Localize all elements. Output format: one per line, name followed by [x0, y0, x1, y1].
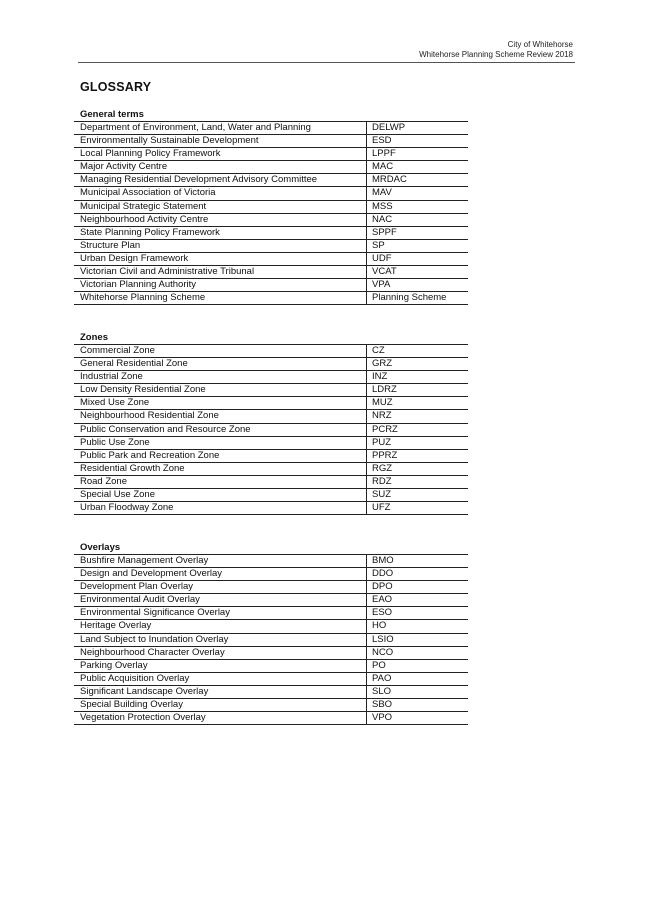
table-row	[74, 659, 468, 672]
term-cell: Road Zone	[74, 475, 367, 488]
term-cell: General Residential Zone	[74, 358, 367, 371]
term-cell: Victorian Planning Authority	[74, 279, 367, 292]
section-heading: General terms	[80, 109, 144, 120]
abbreviation-cell: VCAT	[367, 266, 469, 279]
abbreviation-cell: UFZ	[367, 502, 469, 515]
glossary-section-zones	[74, 331, 468, 515]
abbreviation-cell: VPA	[367, 279, 469, 292]
term-cell: Mixed Use Zone	[74, 397, 367, 410]
table-row	[74, 239, 468, 252]
page-header	[419, 40, 573, 60]
table-row	[74, 594, 468, 607]
abbreviation-cell: SUZ	[367, 489, 469, 502]
term-cell: Parking Overlay	[74, 659, 367, 672]
abbreviation-cell: INZ	[367, 371, 469, 384]
term-cell: Environmentally Sustainable Development	[74, 135, 367, 148]
abbreviation-cell: SP	[367, 239, 469, 252]
term-cell: Public Park and Recreation Zone	[74, 449, 367, 462]
table-row	[74, 397, 468, 410]
term-cell: Structure Plan	[74, 239, 367, 252]
abbreviation-cell: NAC	[367, 213, 469, 226]
abbreviation-cell: UDF	[367, 252, 469, 265]
table-row	[74, 266, 468, 279]
term-cell: Public Use Zone	[74, 436, 367, 449]
abbreviation-cell: DDO	[367, 568, 469, 581]
glossary-table	[74, 554, 468, 725]
table-row	[74, 122, 468, 135]
glossary-section-overlays	[74, 541, 468, 725]
term-cell: Public Acquisition Overlay	[74, 672, 367, 685]
term-cell: Municipal Association of Victoria	[74, 187, 367, 200]
header-document-title: Whitehorse Planning Scheme Review 2018	[419, 50, 573, 59]
table-row	[74, 607, 468, 620]
abbreviation-cell: RGZ	[367, 462, 469, 475]
abbreviation-cell: PAO	[367, 672, 469, 685]
table-row	[74, 279, 468, 292]
term-cell: Managing Residential Development Advisory Committee	[74, 174, 367, 187]
term-cell: Major Activity Centre	[74, 161, 367, 174]
table-row	[74, 620, 468, 633]
term-cell: Victorian Civil and Administrative Tribunal	[74, 266, 367, 279]
table-row	[74, 135, 468, 148]
abbreviation-cell: SLO	[367, 685, 469, 698]
abbreviation-cell: BMO	[367, 555, 469, 568]
table-row	[74, 685, 468, 698]
abbreviation-cell: ESO	[367, 607, 469, 620]
table-row	[74, 672, 468, 685]
table-row	[74, 200, 468, 213]
table-row	[74, 712, 468, 725]
table-row	[74, 371, 468, 384]
table-row	[74, 502, 468, 515]
glossary-table	[74, 344, 468, 515]
abbreviation-cell: PO	[367, 659, 469, 672]
table-row	[74, 252, 468, 265]
abbreviation-cell: MRDAC	[367, 174, 469, 187]
term-cell: Industrial Zone	[74, 371, 367, 384]
table-row	[74, 423, 468, 436]
table-row	[74, 581, 468, 594]
abbreviation-cell: VPO	[367, 712, 469, 725]
abbreviation-cell: NRZ	[367, 410, 469, 423]
abbreviation-cell: LPPF	[367, 148, 469, 161]
abbreviation-cell: PUZ	[367, 436, 469, 449]
glossary-section-general-terms	[74, 108, 468, 305]
table-row	[74, 161, 468, 174]
abbreviation-cell: SPPF	[367, 226, 469, 239]
abbreviation-cell: NCO	[367, 646, 469, 659]
table-row	[74, 568, 468, 581]
term-cell: Whitehorse Planning Scheme	[74, 292, 367, 305]
term-cell: Special Use Zone	[74, 489, 367, 502]
term-cell: Neighbourhood Character Overlay	[74, 646, 367, 659]
abbreviation-cell: PCRZ	[367, 423, 469, 436]
table-row	[74, 174, 468, 187]
abbreviation-cell: GRZ	[367, 358, 469, 371]
table-row	[74, 475, 468, 488]
abbreviation-cell: CZ	[367, 345, 469, 358]
term-cell: Design and Development Overlay	[74, 568, 367, 581]
table-row	[74, 633, 468, 646]
abbreviation-cell: ESD	[367, 135, 469, 148]
table-row	[74, 462, 468, 475]
table-row	[74, 436, 468, 449]
abbreviation-cell: Planning Scheme	[367, 292, 469, 305]
table-row	[74, 555, 468, 568]
section-heading: Zones	[80, 332, 108, 343]
abbreviation-cell: DPO	[367, 581, 469, 594]
section-heading: Overlays	[80, 542, 121, 553]
term-cell: State Planning Policy Framework	[74, 226, 367, 239]
abbreviation-cell: LSIO	[367, 633, 469, 646]
page-title: GLOSSARY	[80, 80, 152, 94]
term-cell: Heritage Overlay	[74, 620, 367, 633]
term-cell: Environmental Significance Overlay	[74, 607, 367, 620]
abbreviation-cell: HO	[367, 620, 469, 633]
abbreviation-cell: PPRZ	[367, 449, 469, 462]
term-cell: Municipal Strategic Statement	[74, 200, 367, 213]
table-row	[74, 410, 468, 423]
term-cell: Residential Growth Zone	[74, 462, 367, 475]
term-cell: Neighbourhood Activity Centre	[74, 213, 367, 226]
table-row	[74, 292, 468, 305]
table-row	[74, 449, 468, 462]
abbreviation-cell: MAV	[367, 187, 469, 200]
abbreviation-cell: MUZ	[367, 397, 469, 410]
term-cell: Environmental Audit Overlay	[74, 594, 367, 607]
table-row	[74, 213, 468, 226]
abbreviation-cell: SBO	[367, 699, 469, 712]
table-row	[74, 646, 468, 659]
table-row	[74, 384, 468, 397]
header-divider	[78, 62, 575, 63]
table-row	[74, 187, 468, 200]
term-cell: Significant Landscape Overlay	[74, 685, 367, 698]
table-row	[74, 345, 468, 358]
abbreviation-cell: LDRZ	[367, 384, 469, 397]
table-row	[74, 489, 468, 502]
header-organisation: City of Whitehorse	[507, 40, 573, 49]
term-cell: Low Density Residential Zone	[74, 384, 367, 397]
term-cell: Land Subject to Inundation Overlay	[74, 633, 367, 646]
term-cell: Special Building Overlay	[74, 699, 367, 712]
table-row	[74, 699, 468, 712]
abbreviation-cell: MSS	[367, 200, 469, 213]
term-cell: Department of Environment, Land, Water and Planning	[74, 122, 367, 135]
term-cell: Commercial Zone	[74, 345, 367, 358]
abbreviation-cell: EAO	[367, 594, 469, 607]
abbreviation-cell: DELWP	[367, 122, 469, 135]
term-cell: Urban Design Framework	[74, 252, 367, 265]
table-row	[74, 358, 468, 371]
term-cell: Bushfire Management Overlay	[74, 555, 367, 568]
table-row	[74, 148, 468, 161]
abbreviation-cell: RDZ	[367, 475, 469, 488]
term-cell: Urban Floodway Zone	[74, 502, 367, 515]
term-cell: Public Conservation and Resource Zone	[74, 423, 367, 436]
abbreviation-cell: MAC	[367, 161, 469, 174]
term-cell: Development Plan Overlay	[74, 581, 367, 594]
table-row	[74, 226, 468, 239]
term-cell: Vegetation Protection Overlay	[74, 712, 367, 725]
glossary-table	[74, 121, 468, 305]
term-cell: Local Planning Policy Framework	[74, 148, 367, 161]
term-cell: Neighbourhood Residential Zone	[74, 410, 367, 423]
